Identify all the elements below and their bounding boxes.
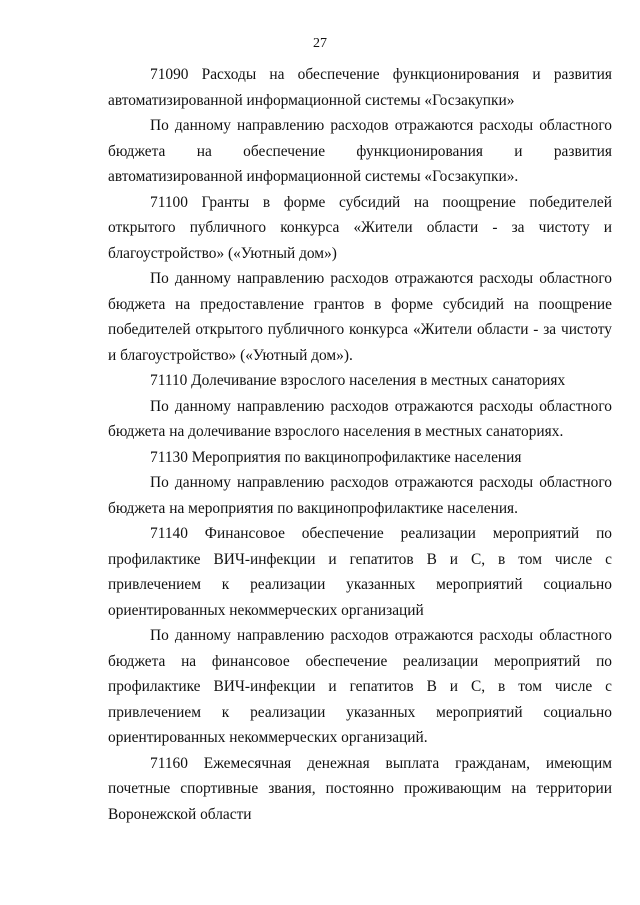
paragraph-71130-heading: 71130 Мероприятия по вакцинопрофилактике населения [150,448,522,466]
paragraph-71090-description: По данному направлению расходов отражаются расходы областного бюджета на обеспечение функционирования и развития автоматизированной информационной системы «Госзакупки». [108,117,612,185]
paragraph-71090-heading: 71090 Расходы на обеспечение функционирования и развития автоматизированной информационной системы «Госзакупки» [108,66,612,109]
document-body [108,62,612,827]
page-number: 27 [313,36,327,51]
paragraph-71140-heading: 71140 Финансовое обеспечение реализации мероприятий по профилактике ВИЧ-инфекции и гепатитов В и С, в том числе с привлечением к реализации указанных мероприятий социально ориентированных некоммерческих организаций [108,525,612,619]
paragraph-71100-description: По данному направлению расходов отражаются расходы областного бюджета на предоставление грантов в форме субсидий на поощрение победителей открытого публичного конкурса «Жители области - за чистоту и благоустройство» («Уютный дом»). [108,270,612,364]
paragraph-71110-heading: 71110 Долечивание взрослого населения в местных санаториях [150,372,566,389]
paragraph-71110-description: По данному направлению расходов отражаются расходы областного бюджета на долечивание взрослого населения в местных санаториях. [108,397,612,440]
paragraph-71130-description: По данному направлению расходов отражаются расходы областного бюджета на мероприятия по вакцинопрофилактике населения. [108,474,612,517]
paragraph-71100-heading: 71100 Гранты в форме субсидий на поощрение победителей открытого публичного конкурса «Жители области - за чистоту и благоустройство» («Уютный дом») [108,193,612,262]
paragraph-71160-heading: 71160 Ежемесячная денежная выплата гражданам, имеющим почетные спортивные звания, постоянно проживающим на территории Воронежской области [108,754,612,823]
paragraph-71140-description: По данному направлению расходов отражаются расходы областного бюджета на финансовое обеспечение реализации мероприятий по профилактике ВИЧ-инфекции и гепатитов В и С, в том числе с привлечением к реализации указанных мероприятий социально ориентированных некоммерческих организаций. [108,627,612,746]
